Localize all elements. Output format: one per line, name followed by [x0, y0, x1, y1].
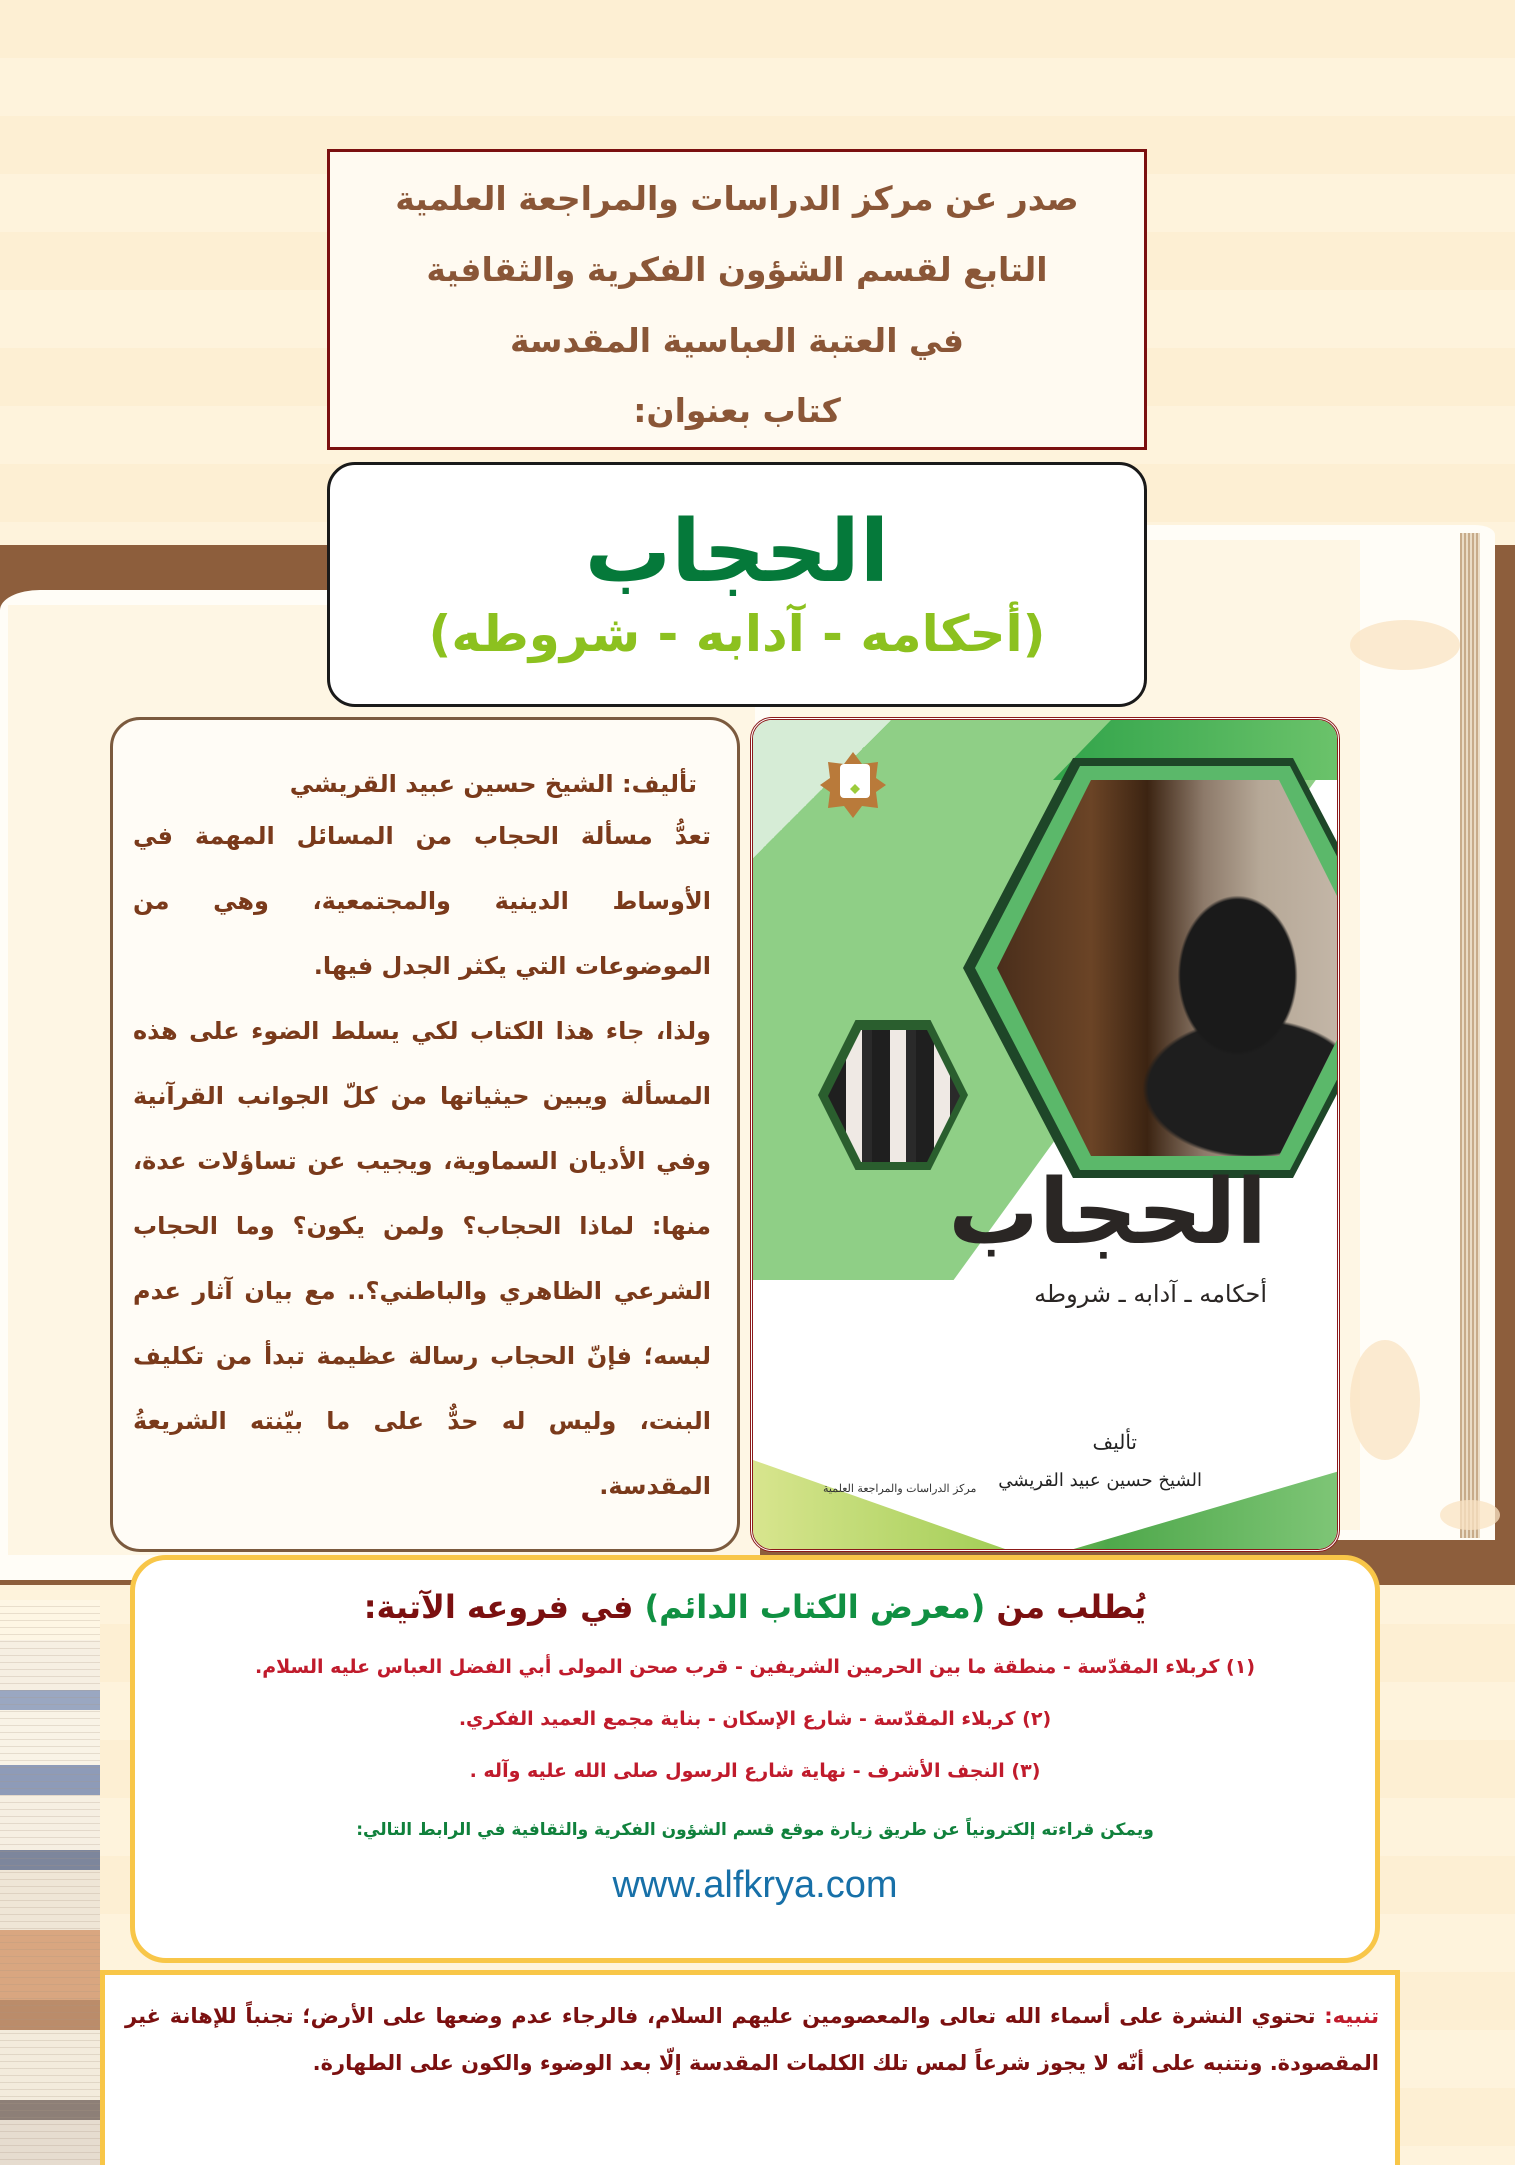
cover-subtitle: أحكامه ـ آدابه ـ شروطه [1034, 1280, 1267, 1308]
publisher-line: في العتبة العباسية المقدسة [510, 320, 964, 360]
book-title: الحجاب [584, 502, 890, 603]
map-decoration [1350, 620, 1460, 670]
author-line: تأليف: الشيخ حسين عبيد القريشي [289, 770, 697, 798]
order-heading-highlight: (معرض الكتاب الدائم) [644, 1588, 986, 1626]
order-heading-suffix: في فروعه الآتية: [363, 1588, 634, 1626]
background-book-edges [1460, 533, 1480, 1538]
order-heading-prefix: يُطلب من [996, 1588, 1147, 1626]
publisher-line: صدر عن مركز الدراسات والمراجعة العلمية [395, 179, 1079, 219]
order-heading [135, 1588, 1375, 1626]
notice-body: تحتوي النشرة على أسماء الله تعالى والمعصومين عليهم السلام، فالرجاء عدم وضعها على الأرض؛ تجنباً للإهانة غير المقصودة. ونتنبه على أنّه لا يجوز شرعاً لمس تلك الكلمات المقدسة إلّا بعد الوضوء والكون على الطهارة. [125, 2004, 1379, 2075]
title-banner [327, 462, 1147, 707]
cover-author-label: تأليف [1092, 1430, 1137, 1454]
shrine-logo-icon [818, 750, 888, 820]
map-decoration [1440, 1500, 1500, 1530]
cover-title: الحجاب [948, 1160, 1267, 1265]
book-description [110, 717, 740, 1552]
branch-item: (١) كربلاء المقدّسة - منطقة ما بين الحرمين الشريفين - قرب صحن المولى أبي الفضل العباس عليه السلام. [254, 1656, 1255, 1678]
book-subtitle: (أحكامه - آدابه - شروطه) [428, 604, 1046, 663]
order-info [130, 1555, 1380, 1963]
website-link[interactable]: www.alfkrya.com [612, 1864, 898, 1906]
branch-item: (٣) النجف الأشرف - نهاية شارع الرسول صلى الله عليه وآله . [469, 1760, 1041, 1782]
description-paragraph: تعدُّ مسألة الحجاب من المسائل المهمة في الأوساط الدينية والمجتمعية، وهي من الموضوعات التي يكثر الجدل فيها. [133, 822, 711, 980]
cover-publisher: مركز الدراسات والمراجعة العلمية [823, 1482, 977, 1495]
book-cover-image [750, 717, 1340, 1552]
notice-text [125, 1993, 1379, 2087]
online-reading-note: ويمكن قراءته إلكترونياً عن طريق زيارة موقع قسم الشؤون الفكرية والثقافية في الرابط التالي: [356, 1820, 1154, 1840]
publisher-line: التابع لقسم الشؤون الفكرية والثقافية [426, 249, 1048, 289]
description-paragraph: ولذا، جاء هذا الكتاب لكي يسلط الضوء على هذه المسألة ويبين حيثياتها من كلّ الجوانب القرآنية وفي الأديان السماوية، ويجيب عن تساؤلات عدة، منها: لماذا الحجاب؟ ولمن يكون؟ وما الحجاب الشرعي الظاهري والباطني؟.. مع بيان آثار عدم لبسه؛ فإنّ الحجاب رسالة عظيمة تبدأ من تكليف البنت، وليس له حدٌّ على ما بيّنته الشريعةُ المقدسة. [133, 1017, 711, 1500]
cover-author: الشيخ حسين عبيد القريشي [998, 1470, 1202, 1491]
map-decoration [1350, 1340, 1420, 1460]
notice-label: تنبيه: [1324, 2004, 1379, 2028]
publisher-header [327, 149, 1147, 450]
book-title-intro: كتاب بعنوان: [633, 391, 841, 431]
branch-item: (٢) كربلاء المقدّسة - شارع الإسكان - بناية مجمع العميد الفكري. [458, 1708, 1052, 1730]
books-stack-illustration [0, 1600, 100, 2165]
notice-box [100, 1970, 1400, 2165]
